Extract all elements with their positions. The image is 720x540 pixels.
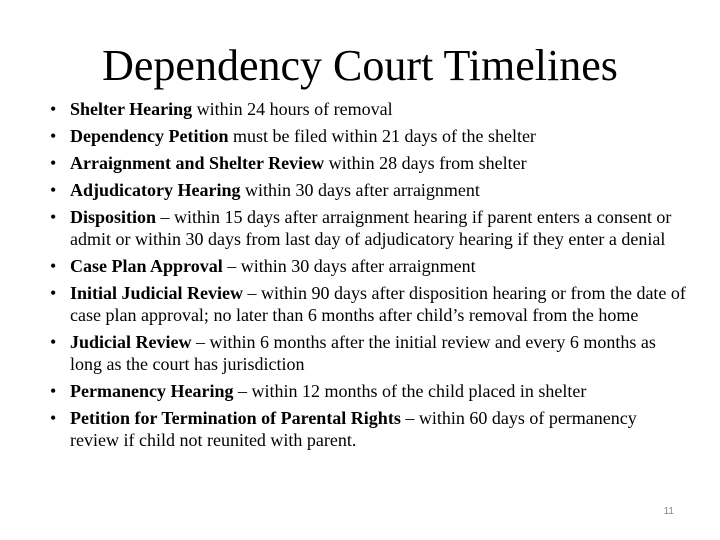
bullet-icon: • (50, 99, 57, 119)
item-term: Shelter Hearing (70, 99, 193, 119)
item-term: Dependency Petition (70, 126, 229, 146)
item-text: – within 60 days of permanency review if child not reunited with parent. (70, 408, 637, 450)
item-term: Petition for Termination of Parental Rights (70, 408, 401, 428)
bullet-icon: • (50, 153, 57, 173)
item-term: Disposition (70, 207, 157, 227)
bullet-icon: • (50, 126, 57, 146)
list-item (50, 125, 690, 147)
list-item (50, 179, 690, 201)
page-number: 11 (663, 506, 674, 517)
item-text: – within 90 days after disposition hearing or from the date of case plan approval; no later than 6 months after child’s removal from the home (70, 283, 686, 325)
list-item (50, 380, 690, 402)
bullet-icon: • (50, 283, 57, 303)
item-term: Permanency Hearing (70, 381, 234, 401)
list-item (50, 152, 690, 174)
list-item (50, 282, 690, 326)
item-term: Judicial Review (70, 332, 192, 352)
item-text: within 30 days after arraignment (240, 180, 480, 200)
bullet-icon: • (50, 408, 57, 428)
bullet-icon: • (50, 180, 57, 200)
item-text: – within 30 days after arraignment (222, 256, 476, 276)
item-text: – within 12 months of the child placed in shelter (233, 381, 587, 401)
item-text: within 28 days from shelter (324, 153, 527, 173)
list-item (50, 98, 690, 120)
slide-title: Dependency Court Timelines (102, 41, 618, 90)
bullet-icon: • (50, 381, 57, 401)
bullet-icon: • (50, 256, 57, 276)
item-term: Initial Judicial Review (70, 283, 244, 303)
item-text: within 24 hours of removal (192, 99, 393, 119)
item-term: Adjudicatory Hearing (70, 180, 241, 200)
timeline-list (50, 98, 690, 456)
list-item (50, 255, 690, 277)
list-item (50, 407, 690, 451)
list-item (50, 206, 690, 250)
bullet-icon: • (50, 332, 57, 352)
item-text: must be filed within 21 days of the shelter (228, 126, 536, 146)
list-item (50, 331, 690, 375)
item-text: – within 6 months after the initial review and every 6 months as long as the court has jurisdiction (70, 332, 656, 374)
item-term: Case Plan Approval (70, 256, 223, 276)
item-term: Arraignment and Shelter Review (70, 153, 325, 173)
bullet-icon: • (50, 207, 57, 227)
item-text: – within 15 days after arraignment hearing if parent enters a consent or admit or within 30 days from last day of adjudicatory hearing if they enter a denial (70, 207, 672, 249)
